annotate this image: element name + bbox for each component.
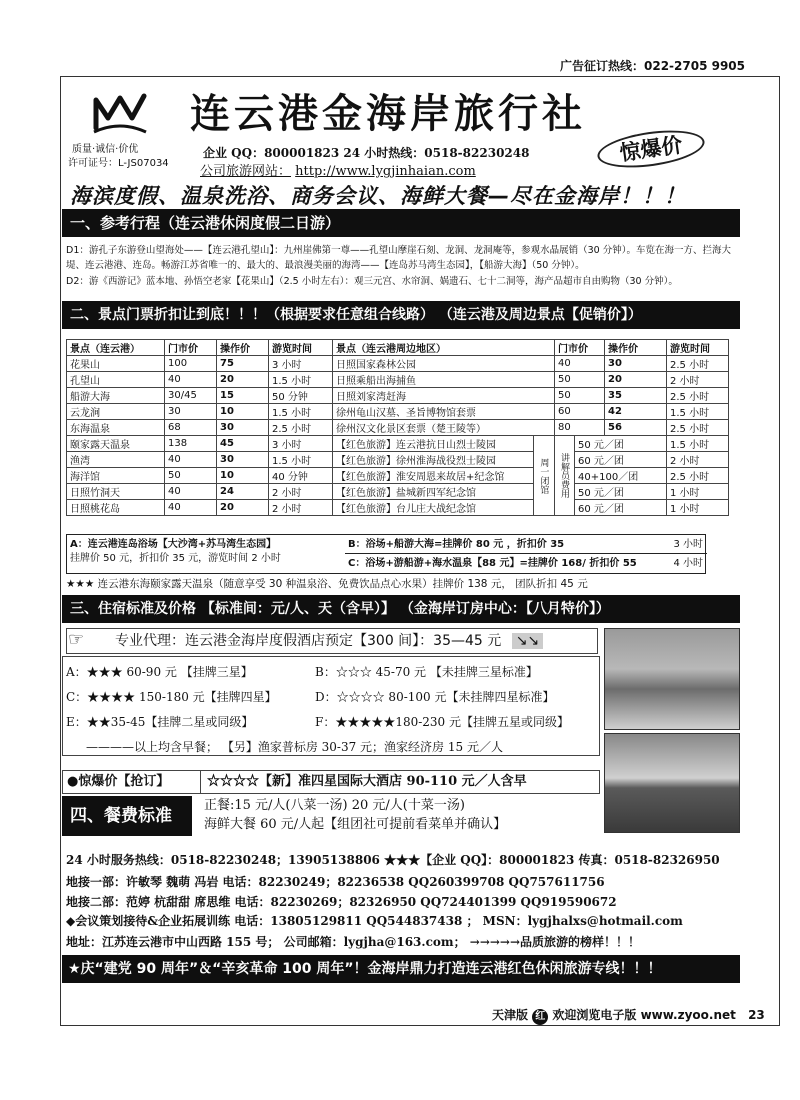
ticket-table bbox=[66, 339, 729, 516]
footer-text[interactable]: 欢迎浏览电子版 www.zyoo.net bbox=[552, 1008, 736, 1022]
company-name: 连云港金海岸旅行社 bbox=[190, 90, 586, 137]
contact-dept2: 地接二部：范婷 杭甜甜 席思维 电话：82230269；82326950 QQ724401399 QQ919590672 bbox=[66, 895, 617, 909]
hot-price-badge: 惊爆价 bbox=[595, 125, 707, 174]
hotel-room-photo bbox=[604, 628, 740, 730]
ad-hotline: 广告征订热线：022-2705 9905 bbox=[560, 59, 746, 73]
col-op-price-nearby: 操作价 bbox=[605, 340, 667, 356]
table-row: 船游大海 30/45 15 50 分钟 日照刘家湾赶海 50 35 2.5 小时 bbox=[67, 388, 729, 404]
red-circle-icon: 红 bbox=[532, 1009, 548, 1025]
col-price: 门市价 bbox=[165, 340, 217, 356]
hotel-option-e: E：★★35-45【挂牌二星或同级】 bbox=[66, 715, 254, 729]
section3-title: 三、住宿标准及价格 【标准间：元/人、天（含早）】 （金海岸订房中心：【八月特价】） bbox=[62, 595, 740, 623]
table-row: 颐家露天温泉 138 45 3 小时 【红色旅游】连云港抗日山烈士陵园 周一闭馆 讲解员费用 50 元／团 1.5 小时 bbox=[67, 436, 729, 452]
contact-dept1: 地接一部：许敏琴 魏萌 冯岩 电话：82230249；82236538 QQ260399708 QQ757611756 bbox=[66, 875, 605, 889]
table-row: 云龙涧 30 10 1.5 小时 徐州龟山汉墓、圣旨博物馆套票 60 42 1.5 小时 bbox=[67, 404, 729, 420]
hot-deal-label: ●惊爆价【抢订】 bbox=[63, 771, 201, 793]
combo-bc bbox=[345, 535, 707, 573]
table-row: 孔望山 40 20 1.5 小时 日照乘船出海捕鱼 50 20 2 小时 bbox=[67, 372, 729, 388]
table-row: 东海温泉 68 30 2.5 小时 徐州汉文化景区套票（楚王陵等） 80 56 2.5 小时 bbox=[67, 420, 729, 436]
itinerary-day1: D1：游孔子东游登山望海处——【连云港孔望山】：九州崖佛第一尊——孔望山摩崖石刻、龙洞、龙洞庵等，参观水晶展销（30 分钟）。车览在海一方、拦海大堤、连云港港、连岛。畅游江苏省唯一的、最大的、最浪漫美丽的海湾——【连岛苏马湾生态园】，【船游大海】（50 分钟）。 bbox=[66, 245, 731, 271]
hot-spring-note: ★★★ 连云港东海颐家露天温泉（随意享受 30 种温泉浴、免费饮品点心水果）挂牌价 138 元， 团队折扣 45 元 bbox=[66, 578, 588, 590]
col-time-nearby: 游览时间 bbox=[667, 340, 729, 356]
company-logo bbox=[90, 88, 150, 136]
company-motto: 质量·诚信·价优 bbox=[72, 144, 139, 155]
combo-c: C：浴场+游船游+海水温泉【88 元】=挂牌价 168/ 折扣价 55 4 小时 bbox=[348, 558, 703, 569]
col-spot: 景点（连云港） bbox=[67, 340, 165, 356]
table-row: 日照桃花岛 40 20 2 小时 【红色旅游】台儿庄大战纪念馆 60 元／团 1 小时 bbox=[67, 500, 729, 516]
website-url[interactable]: http://www.lygjinhaian.com bbox=[295, 164, 476, 179]
contact-address: 地址：江苏连云港市中山西路 155 号； 公司邮箱：lygjha@163.com； →→→→→品质旅游的榜样！！！ bbox=[66, 935, 641, 949]
contact-meeting: ◆会议策划接待&企业拓展训练 电话：13805129811 QQ544837438 ； MSN：lygjhalxs@hotmail.com bbox=[66, 914, 683, 928]
footer-edition: 天津版 bbox=[492, 1008, 529, 1022]
anniversary-banner: ★庆“建党 90 周年”＆“辛亥革命 100 周年”！金海岸鼎力打造连云港红色休闲旅游专线！！！ bbox=[62, 955, 740, 983]
itinerary-day2: D2：游《西游记》蓝本地、孙悟空老家【花果山】（2.5 小时左右）：观三元宫、水帘洞、娲遗石、七十二洞等，海产品超市自由购物（30 分钟）。 bbox=[66, 276, 678, 287]
website-line bbox=[200, 160, 476, 179]
hotel-agent-intro: 专业代理：连云港金海岸度假酒店预定【300 间】：35—45 元 ↘↘ bbox=[66, 628, 598, 654]
table-row: 花果山 100 75 3 小时 日照国家森林公园 40 30 2.5 小时 bbox=[67, 356, 729, 372]
hotel-note: ————以上均含早餐； 【另】渔家普标房 30-37 元；渔家经济房 15 元／人 bbox=[86, 740, 503, 754]
contact-hotline: 24 小时服务热线：0518-82230248；13905138806 ★★★【企业 QQ】：800001823 传真：0518-82326950 bbox=[66, 853, 720, 867]
qq-hotline: 企业 QQ：800001823 24 小时热线：0518-82230248 bbox=[203, 146, 530, 160]
guide-fee-note: 讲解员费用 bbox=[555, 436, 575, 516]
col-op-price: 操作价 bbox=[217, 340, 269, 356]
website-label: 公司旅游网站： bbox=[200, 164, 292, 179]
col-spot-nearby: 景点（连云港周边地区） bbox=[333, 340, 555, 356]
ticket-table-header bbox=[67, 340, 729, 356]
hotel-option-c: C：★★★★ 150-180 元【挂牌四星】 bbox=[66, 690, 277, 704]
table-row: 海洋馆 50 10 40 分钟 【红色旅游】淮安周恩来故居+纪念馆 40+100／团 2.5 小时 bbox=[67, 468, 729, 484]
tagline: 海滨度假、温泉洗浴、商务会议、海鲜大餐—尽在金海岸！！！ bbox=[70, 184, 686, 208]
arrow-icon: ↘↘ bbox=[512, 633, 543, 649]
meal-standards: 正餐:15 元/人(八菜一汤) 20 元/人(十菜一汤) 海鲜大餐 60 元/人起【组团社可提前看菜单并确认】 bbox=[204, 798, 507, 832]
seaside-photo bbox=[604, 733, 740, 833]
col-price-nearby: 门市价 bbox=[555, 340, 605, 356]
hotel-option-f: F：★★★★★180-230 元【挂牌五星或同级】 bbox=[315, 715, 570, 729]
combo-b: B：浴场+船游大海=挂牌价 80 元 ，折扣价 35 3 小时 bbox=[345, 535, 707, 554]
section2-title: 二、景点门票折扣让到底！！！（根据要求任意组合线路） （连云港及周边景点【促销价】） bbox=[62, 301, 740, 329]
page-number: 23 bbox=[748, 1008, 765, 1022]
combo-packages bbox=[66, 534, 706, 574]
hot-deal-row bbox=[62, 770, 600, 794]
hotel-option-a: A：★★★ 60-90 元 【挂牌三星】 bbox=[66, 665, 253, 679]
hotel-option-b: B：☆☆☆ 45-70 元 【未挂牌三星标准】 bbox=[315, 665, 538, 679]
section1-title: 一、参考行程（连云港休闲度假二日游） bbox=[62, 209, 740, 237]
footer bbox=[492, 1006, 765, 1025]
closed-monday-note: 周一闭馆 bbox=[533, 436, 554, 516]
table-row: 日照竹洞天 40 24 2 小时 【红色旅游】盐城新四军纪念馆 50 元／团 1 小时 bbox=[67, 484, 729, 500]
hot-deal-value: ☆☆☆☆【新】准四星国际大酒店 90-110 元／人含早 bbox=[207, 774, 527, 789]
hotel-option-d: D：☆☆☆☆ 80-100 元【未挂牌四星标准】 bbox=[315, 690, 555, 704]
combo-a: A：连云港连岛浴场【大沙湾+苏马湾生态园】 挂牌价 50 元，折扣价 35 元，游览时间 2 小时 bbox=[70, 539, 281, 564]
section4-title: 四、餐费标准 bbox=[62, 796, 192, 836]
license-number: 许可证号：L-JS07034 bbox=[68, 158, 169, 169]
table-row: 渔湾 40 30 1.5 小时 【红色旅游】徐州淮海战役烈士陵园 60 元／团 2 小时 bbox=[67, 452, 729, 468]
pointing-hand-icon: ☞ bbox=[68, 629, 85, 650]
col-time: 游览时间 bbox=[269, 340, 333, 356]
